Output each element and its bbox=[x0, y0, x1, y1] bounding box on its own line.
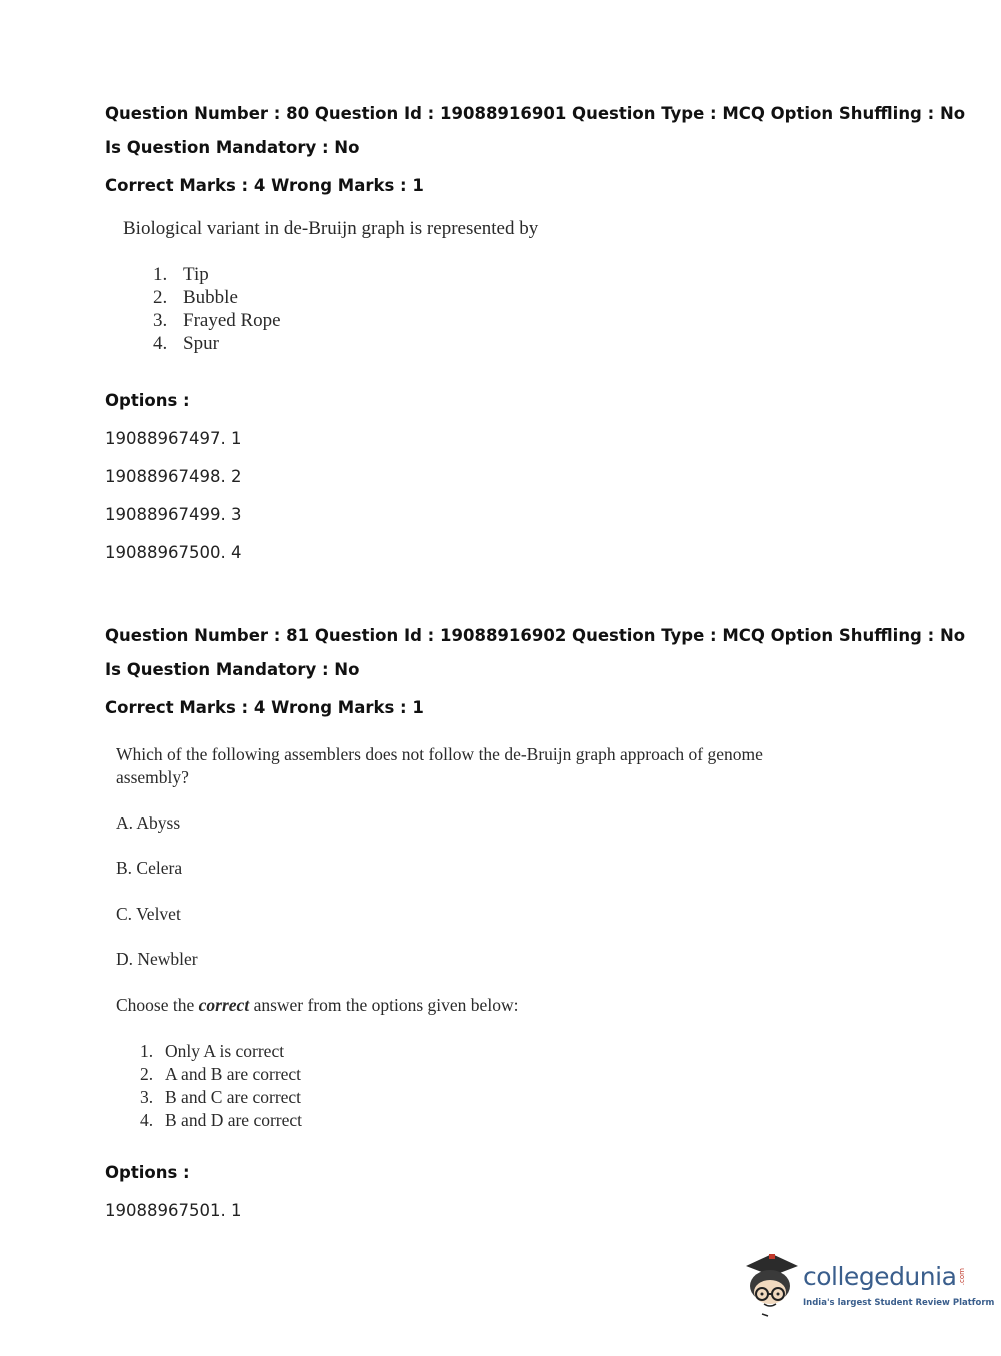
brand-tagline: India's largest Student Review Platform bbox=[803, 1298, 995, 1308]
q81-statement: D. Newbler bbox=[116, 949, 198, 969]
student-mascot-icon bbox=[742, 1248, 802, 1320]
q80-marks: Correct Marks : 4 Wrong Marks : 1 bbox=[105, 176, 424, 195]
q80-question-text: Biological variant in de-Bruijn graph is represented by bbox=[123, 218, 539, 239]
q81-header: Question Number : 81 Question Id : 19088916902 Question Type : MCQ Option Shuffling : No bbox=[105, 626, 966, 645]
q80-option: 19088967498. 2 bbox=[105, 467, 242, 486]
q81-question-line1: Which of the following assemblers does not follow the de-Bruijn graph approach of genome bbox=[116, 744, 763, 764]
q80-option: 19088967497. 1 bbox=[105, 429, 242, 448]
q80-choice: 4. Spur bbox=[153, 333, 219, 354]
q81-options-label: Options : bbox=[105, 1163, 190, 1182]
q81-statement: B. Celera bbox=[116, 858, 183, 878]
q80-choice: 1. Tip bbox=[153, 264, 209, 285]
q81-option: 19088967501. 1 bbox=[105, 1201, 242, 1220]
brand-name: collegedunia bbox=[803, 1262, 957, 1291]
q80-header: Question Number : 80 Question Id : 19088916901 Question Type : MCQ Option Shuffling : No bbox=[105, 104, 966, 123]
q81-choice: 1. Only A is correct bbox=[140, 1041, 285, 1061]
q81-instruction: Choose the correct answer from the options given below: bbox=[116, 995, 519, 1015]
q80-mandatory: Is Question Mandatory : No bbox=[105, 138, 360, 157]
q80-choice: 3. Frayed Rope bbox=[153, 310, 281, 331]
q80-choice: 2. Bubble bbox=[153, 287, 238, 308]
q80-option: 19088967500. 4 bbox=[105, 543, 242, 562]
brand-suffix: .com bbox=[958, 1268, 966, 1286]
q81-choice: 4. B and D are correct bbox=[140, 1110, 303, 1130]
q81-mandatory: Is Question Mandatory : No bbox=[105, 660, 360, 679]
q81-statement: C. Velvet bbox=[116, 904, 181, 924]
q81-question-line2: assembly? bbox=[116, 767, 189, 787]
q81-choice: 2. A and B are correct bbox=[140, 1064, 302, 1084]
q81-marks: Correct Marks : 4 Wrong Marks : 1 bbox=[105, 698, 424, 717]
q81-statement: A. Abyss bbox=[116, 813, 181, 833]
q81-choice: 3. B and C are correct bbox=[140, 1087, 302, 1107]
q80-options-label: Options : bbox=[105, 391, 190, 410]
q80-option: 19088967499. 3 bbox=[105, 505, 242, 524]
